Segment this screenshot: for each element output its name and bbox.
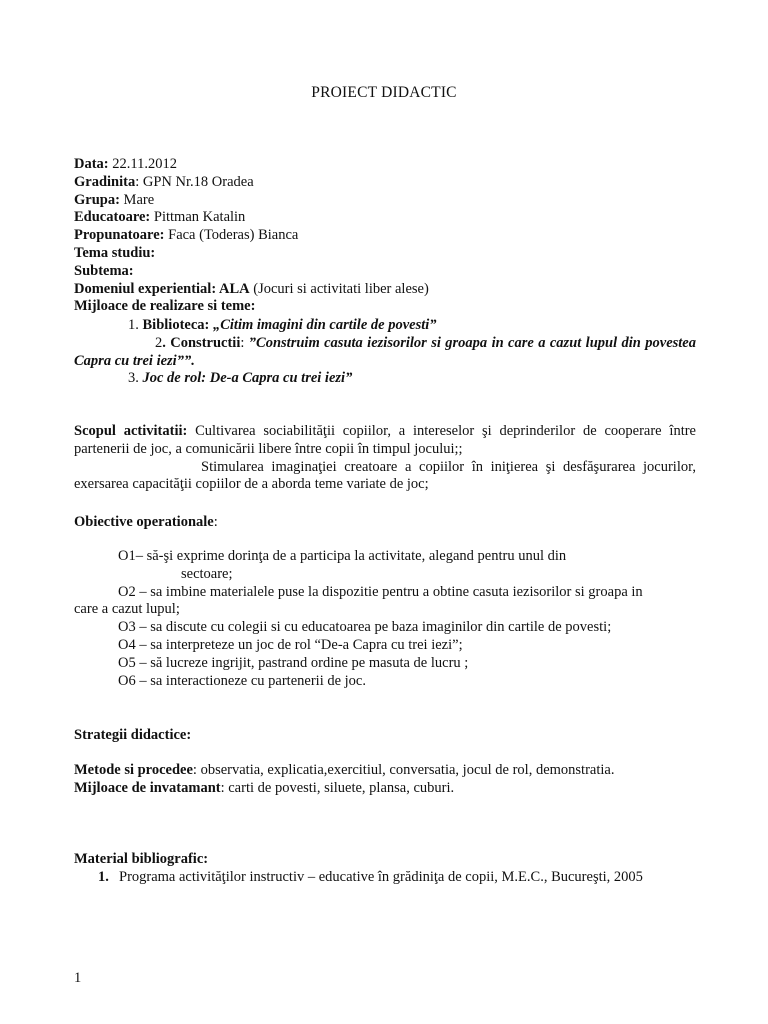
- field-educatoare: [74, 209, 696, 227]
- objective-item-cont: care a cazut lupul;: [74, 601, 180, 618]
- strategies-heading: Strategii didactice:: [74, 727, 192, 743]
- objective-item: O4 – sa interpreteze un joc de rol “De-a Capra cu trei iezi”;: [118, 636, 463, 653]
- theme-item: 1. Biblioteca: „Citim imagini din cartile de povesti”: [128, 317, 437, 333]
- objective-item: O2 – sa imbine materialele puse la dispozitie pentru a obtine casuta iezisorilor si groapa in: [118, 583, 643, 600]
- bibliography-item: [74, 869, 696, 887]
- field-tema-studiu: [74, 245, 696, 263]
- methods-label: Metode si procedee: [74, 762, 193, 778]
- field-value: : GPN Nr.18 Oradea: [135, 173, 254, 190]
- bibliography-text: Programa activităţilor instructiv – educative în grădiniţa de copii, M.E.C., Bucureşti, 2005: [119, 868, 643, 885]
- field-label: Gradinita: [74, 173, 136, 190]
- field-value: Pittman Katalin: [150, 209, 246, 226]
- strategies-section: [74, 727, 696, 745]
- field-label: Propunatoare:: [74, 227, 165, 244]
- scope-paragraph-2: Stimularea imaginaţiei creatoare a copiilor în iniţierea şi desfăşurarea jocurilor, exersarea capacităţii copiilor de a aborda teme variate de joc;: [74, 458, 696, 493]
- field-label: Mijloace de realizare si teme:: [74, 298, 256, 315]
- page-number: 1: [74, 970, 82, 986]
- teaching-means-line: [74, 780, 696, 798]
- field-value: Mare: [119, 191, 155, 208]
- field-value: Faca (Toderas) Bianca: [164, 227, 299, 244]
- field-label: Domeniul experiential:: [74, 280, 217, 297]
- methods-line: [74, 762, 696, 780]
- objective-item: O3 – sa discute cu colegii si cu educatoarea pe baza imaginilor din cartile de povesti;: [118, 619, 612, 636]
- field-gradinita: [74, 174, 696, 192]
- field-grupa: [74, 192, 696, 210]
- field-label: Educatoare:: [74, 209, 151, 226]
- theme-item: 3. Joc de rol: De-a Capra cu trei iezi”: [128, 370, 353, 387]
- field-value: (Jocuri si activitati liber alese): [249, 280, 429, 297]
- field-domeniul: [74, 281, 696, 299]
- objective-item-cont: sectoare;: [181, 565, 233, 582]
- teaching-means-label: Mijloace de invatamant: [74, 779, 221, 796]
- themes-list: [74, 317, 696, 388]
- objectives-section: [74, 514, 696, 532]
- header-fields: [74, 156, 696, 316]
- teaching-means-value: : carti de povesti, siluete, plansa, cuburi.: [220, 779, 455, 796]
- bibliography-heading: Material bibliografic:: [74, 851, 209, 867]
- objectives-heading: Obiective operationale:: [74, 514, 218, 530]
- field-mijloace: [74, 298, 696, 316]
- scope-paragraph-1: Scopul activitatii: Cultivarea sociabilităţii copiilor, a intereselor şi deprinderilor de cooperare între partenerii de joc, a comunicării libere între copii în timpul jocului;;: [74, 423, 696, 457]
- objective-item: O1– să-şi exprime dorinţa de a participa la activitate, alegand pentru unul din: [118, 548, 567, 564]
- field-label: Data:: [74, 156, 109, 172]
- field-propunatoare: [74, 227, 696, 245]
- page-title: PROIECT DIDACTIC: [311, 84, 457, 101]
- objective-item: O5 – să lucreze ingrijit, pastrand ordine pe masuta de lucru ;: [118, 654, 469, 671]
- field-label: Tema studiu:: [74, 244, 156, 261]
- bibliography-section: [74, 851, 696, 887]
- field-subtema: [74, 263, 696, 281]
- field-value: 22.11.2012: [108, 156, 177, 172]
- bibliography-num: 1.: [98, 868, 109, 885]
- theme-item: 2. Constructii: ”Construim casuta iezisorilor si groapa in care a cazut lupul din povestea Capra cu trei iezi””.: [74, 334, 696, 369]
- scope-label: Scopul activitatii:: [74, 423, 188, 439]
- methods-value: : observatia, explicatia,exercitiul, conversatia, jocul de rol, demonstratia.: [192, 762, 615, 778]
- field-bold-value: ALA: [216, 280, 250, 297]
- objectives-list: [74, 548, 696, 690]
- scope-section: [74, 423, 696, 494]
- methods-section: [74, 762, 696, 798]
- field-data: [74, 156, 696, 174]
- field-label: Subtema:: [74, 262, 134, 279]
- field-label: Grupa:: [74, 191, 120, 208]
- objective-item: O6 – sa interactioneze cu partenerii de joc.: [118, 672, 366, 689]
